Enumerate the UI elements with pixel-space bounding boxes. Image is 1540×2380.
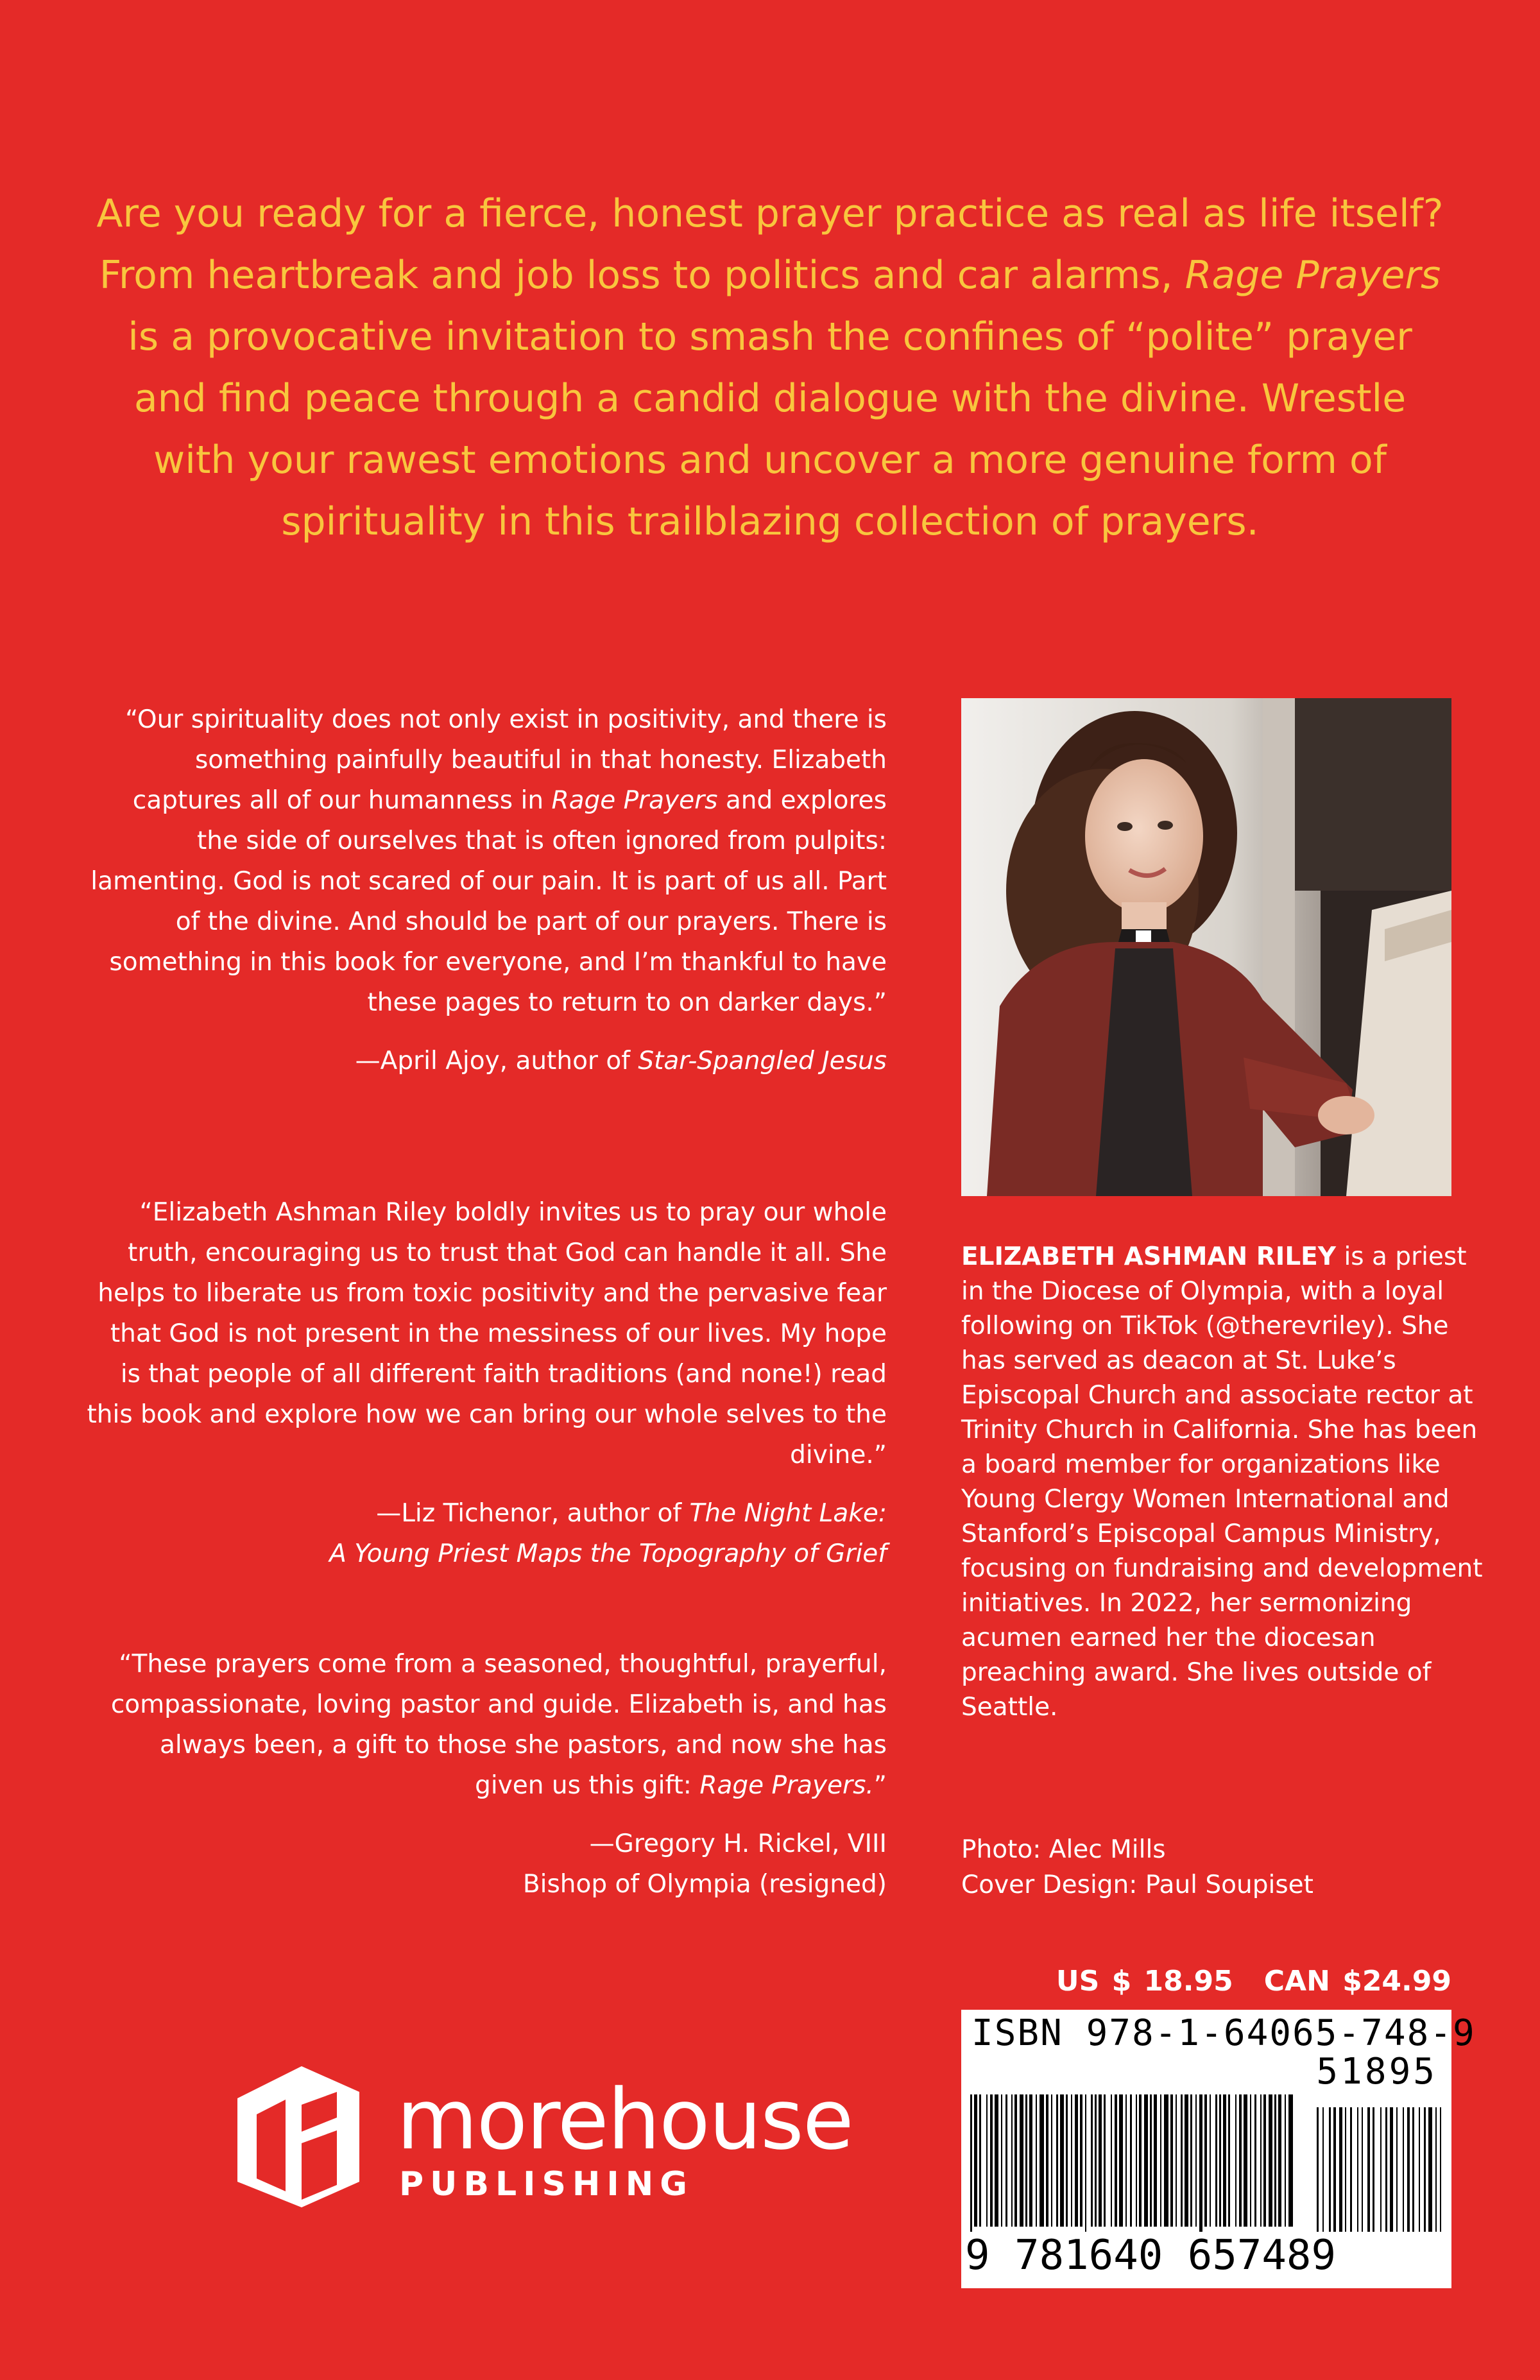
- barcode-bar: [1075, 2094, 1078, 2227]
- barcode-bar: [1080, 2094, 1082, 2227]
- price-addon-code: 51895: [1316, 2051, 1437, 2093]
- barcode-bar: [1125, 2094, 1127, 2227]
- barcode-bar: [1154, 2094, 1157, 2227]
- price-can: CAN $24.99: [1263, 1965, 1451, 1998]
- endorsement-rickel: [85, 1644, 887, 1905]
- barcode-bar: [1136, 2094, 1137, 2227]
- barcode-bar: [1223, 2094, 1226, 2227]
- addon-bar: [1367, 2107, 1370, 2232]
- barcode-bar: [1066, 2094, 1068, 2227]
- barcode-bar: [970, 2094, 972, 2232]
- barcode-bar: [1029, 2094, 1032, 2227]
- addon-bar: [1435, 2107, 1437, 2232]
- price-line: [961, 1964, 1451, 1999]
- addon-bar: [1412, 2107, 1414, 2232]
- addon-bar: [1317, 2107, 1319, 2232]
- addon-bar: [1396, 2107, 1398, 2232]
- barcode-bar: [1278, 2094, 1281, 2227]
- endorsement-attribution: —April Ajoy, author of Star-Spangled Jesus: [355, 1047, 887, 1075]
- photo-credit: Photo: Alec Mills: [961, 1835, 1166, 1864]
- barcode-bar: [1071, 2094, 1072, 2227]
- barcode-bar: [1254, 2094, 1256, 2227]
- barcode-bar: [1176, 2094, 1177, 2227]
- addon-bar: [1419, 2107, 1420, 2232]
- addon-bar: [1403, 2107, 1404, 2232]
- addon-bar: [1350, 2107, 1352, 2232]
- addon-bar: [1373, 2107, 1374, 2232]
- barcode-bar: [1139, 2094, 1142, 2227]
- barcode-bar: [1025, 2094, 1027, 2227]
- barcode-bar: [1014, 2094, 1017, 2227]
- addon-bar: [1424, 2107, 1426, 2232]
- publisher-subtitle: PUBLISHING: [399, 2165, 694, 2204]
- price-us: US $ 18.95: [1056, 1965, 1233, 1998]
- endorsement-text: “Elizabeth Ashman Riley boldly invites us to pray our whole truth, encouraging us to trust that God can handle it all. She helps to liberate us from toxic positivity and the pervasive fear that God is not present in the messiness of our lives. My hope is that people of all different faith traditions (and none!) read this book and explore how we can bring our whole selves to the divine.”: [87, 1198, 887, 1469]
- barcode-bar: [1104, 2094, 1106, 2227]
- endorsement-tichenor: [85, 1192, 887, 1574]
- barcode-bar: [1119, 2094, 1123, 2227]
- barcode-bar: [1115, 2094, 1117, 2227]
- barcode-bar: [1036, 2094, 1037, 2227]
- barcode-bar: [974, 2094, 977, 2227]
- barcode-bar: [1099, 2094, 1102, 2227]
- endorsement-text: “These prayers come from a seasoned, thoughtful, prayerful, compassionate, loving pastor and guide. Elizabeth is, and has always been, a gift to those she pastors, and now she has given us this gift: Rage Prayers.”: [110, 1650, 887, 1800]
- barcode-bar: [1250, 2094, 1251, 2227]
- addon-bar: [1322, 2107, 1324, 2232]
- barcode-bar: [1144, 2094, 1148, 2227]
- back-cover-blurb: [96, 183, 1444, 552]
- cover-credits: [961, 1832, 1487, 1903]
- endorsement-book-title: Rage Prayers: [551, 786, 718, 815]
- barcode-bar: [1056, 2094, 1058, 2227]
- addon-bar: [1329, 2107, 1331, 2232]
- isbn-barcode: [961, 2010, 1476, 2288]
- addon-bar: [1333, 2107, 1336, 2232]
- barcode-bar: [995, 2094, 998, 2227]
- addon-bar: [1362, 2107, 1363, 2232]
- barcode-bar: [1185, 2094, 1188, 2227]
- blurb-book-title: Rage Prayers: [1185, 253, 1441, 298]
- barcode-bar: [1204, 2094, 1207, 2227]
- barcode-bar: [1244, 2094, 1247, 2227]
- barcode-bar: [1051, 2094, 1052, 2227]
- author-bio: ELIZABETH ASHMAN RILEY is a priest in the Diocese of Olympia, with a loyal following on TikTok (@therevriley). She has served as deacon at St. Luke’s Episcopal Church and associate rector at Trinity Church in California. She has been a board member for organizations like Young Clergy Women International and Stanford’s Episcopal Campus Ministry, focusing on fundraising and development initiatives. In 2022, her sermonizing acumen earned her the diocesan preaching award. She lives outside of Seattle.: [961, 1242, 1483, 1722]
- addon-bar: [1345, 2107, 1346, 2232]
- barcode-bar: [979, 2094, 981, 2227]
- endorsement-text: “Our spirituality does not only exist in positivity, and there is something painfully beautiful in that honesty. Elizabeth captures all of our humanness in Rage Prayers and explores the side of ourselves that is often ignored from pulpits: lamenting. God is not scared of our pain. It is part of us all. Part of the divine. And should be part of our prayers. There is something in this book for everyone, and I’m thankful to have these pages to return to on darker days.”: [90, 705, 887, 1017]
- addon-bar: [1440, 2107, 1441, 2232]
- barcode-bar: [1274, 2094, 1276, 2227]
- barcode-bar: [1060, 2094, 1064, 2227]
- barcode-bar: [1235, 2094, 1236, 2227]
- barcode-bar: [1228, 2094, 1230, 2227]
- barcode-bar: [1170, 2094, 1173, 2227]
- barcode-bar: [1263, 2094, 1266, 2227]
- blurb-text-2: is a provocative invitation to smash the confines of “polite” prayer and find peace through a candid dialogue with the divine. Wrestle with your rawest emotions and uncover a more genuine form of spirituality in this trailblazing collection of prayers.: [128, 314, 1412, 544]
- barcode-bar: [1269, 2094, 1272, 2227]
- barcode-bar: [1091, 2094, 1093, 2227]
- barcode-bar: [1219, 2094, 1221, 2227]
- endorsement-attribution: —Gregory H. Rickel, VIII Bishop of Olympia (resigned): [522, 1829, 887, 1899]
- barcode-bar: [1288, 2094, 1293, 2227]
- barcode-bar: [1215, 2094, 1217, 2227]
- morehouse-book-icon: [225, 2053, 372, 2214]
- barcode-bar: [1181, 2094, 1183, 2227]
- author-name: ELIZABETH ASHMAN RILEY: [961, 1242, 1337, 1271]
- design-credit: Cover Design: Paul Soupiset: [961, 1871, 1313, 1899]
- endorsement-book-title: Rage Prayers.: [699, 1771, 874, 1800]
- barcode-bar: [1150, 2094, 1152, 2227]
- addon-bar: [1390, 2107, 1393, 2232]
- barcode-bar: [1095, 2094, 1097, 2227]
- addon-bar: [1428, 2107, 1432, 2232]
- barcode-bar: [1195, 2094, 1197, 2227]
- barcode-bar: [1011, 2094, 1013, 2227]
- addon-bar: [1380, 2107, 1382, 2232]
- barcode-bar: [1190, 2094, 1192, 2227]
- barcode-bar: [1160, 2094, 1161, 2227]
- barcode-bars: [970, 2094, 1442, 2232]
- addon-bar: [1407, 2107, 1410, 2232]
- author-portrait-illustration: [961, 698, 1451, 1196]
- barcode-bar: [1001, 2094, 1002, 2227]
- ean-number: 9 781640 657489: [965, 2232, 1336, 2279]
- addon-bar: [1385, 2107, 1387, 2232]
- barcode-bar: [1005, 2094, 1007, 2227]
- barcode-bar: [1199, 2094, 1202, 2232]
- barcode-bar: [990, 2094, 993, 2227]
- barcode-bar: [1020, 2094, 1023, 2227]
- barcode-bar: [1260, 2094, 1262, 2227]
- endorsement-ajoy: [85, 699, 887, 1081]
- blurb-text-1: Are you ready for a fierce, honest prayer practice as real as life itself? From heartbreak and job loss to politics and car alarms,: [96, 191, 1444, 298]
- isbn-label: ISBN 978-1-64065-748-9: [971, 2012, 1476, 2054]
- barcode-bar: [986, 2094, 988, 2227]
- publisher-name: morehouse: [397, 2071, 853, 2168]
- barcode-bar: [1285, 2094, 1286, 2227]
- barcode-bar: [1111, 2094, 1112, 2227]
- endorsement-attribution: —Liz Tichenor, author of The Night Lake: A Young Priest Maps the Topography of Grief: [329, 1499, 887, 1568]
- barcode-bar: [1085, 2094, 1086, 2232]
- barcode-bar: [1130, 2094, 1132, 2227]
- publisher-logo: [225, 2053, 930, 2220]
- author-photo: [961, 698, 1451, 1196]
- addon-bar: [1357, 2107, 1358, 2232]
- barcode-bar: [1164, 2094, 1168, 2227]
- barcode-bar: [1239, 2094, 1242, 2227]
- barcode-bar: [1210, 2094, 1211, 2227]
- barcode-bar: [1046, 2094, 1048, 2227]
- barcode-bar: [1040, 2094, 1044, 2227]
- addon-bar: [1339, 2107, 1342, 2232]
